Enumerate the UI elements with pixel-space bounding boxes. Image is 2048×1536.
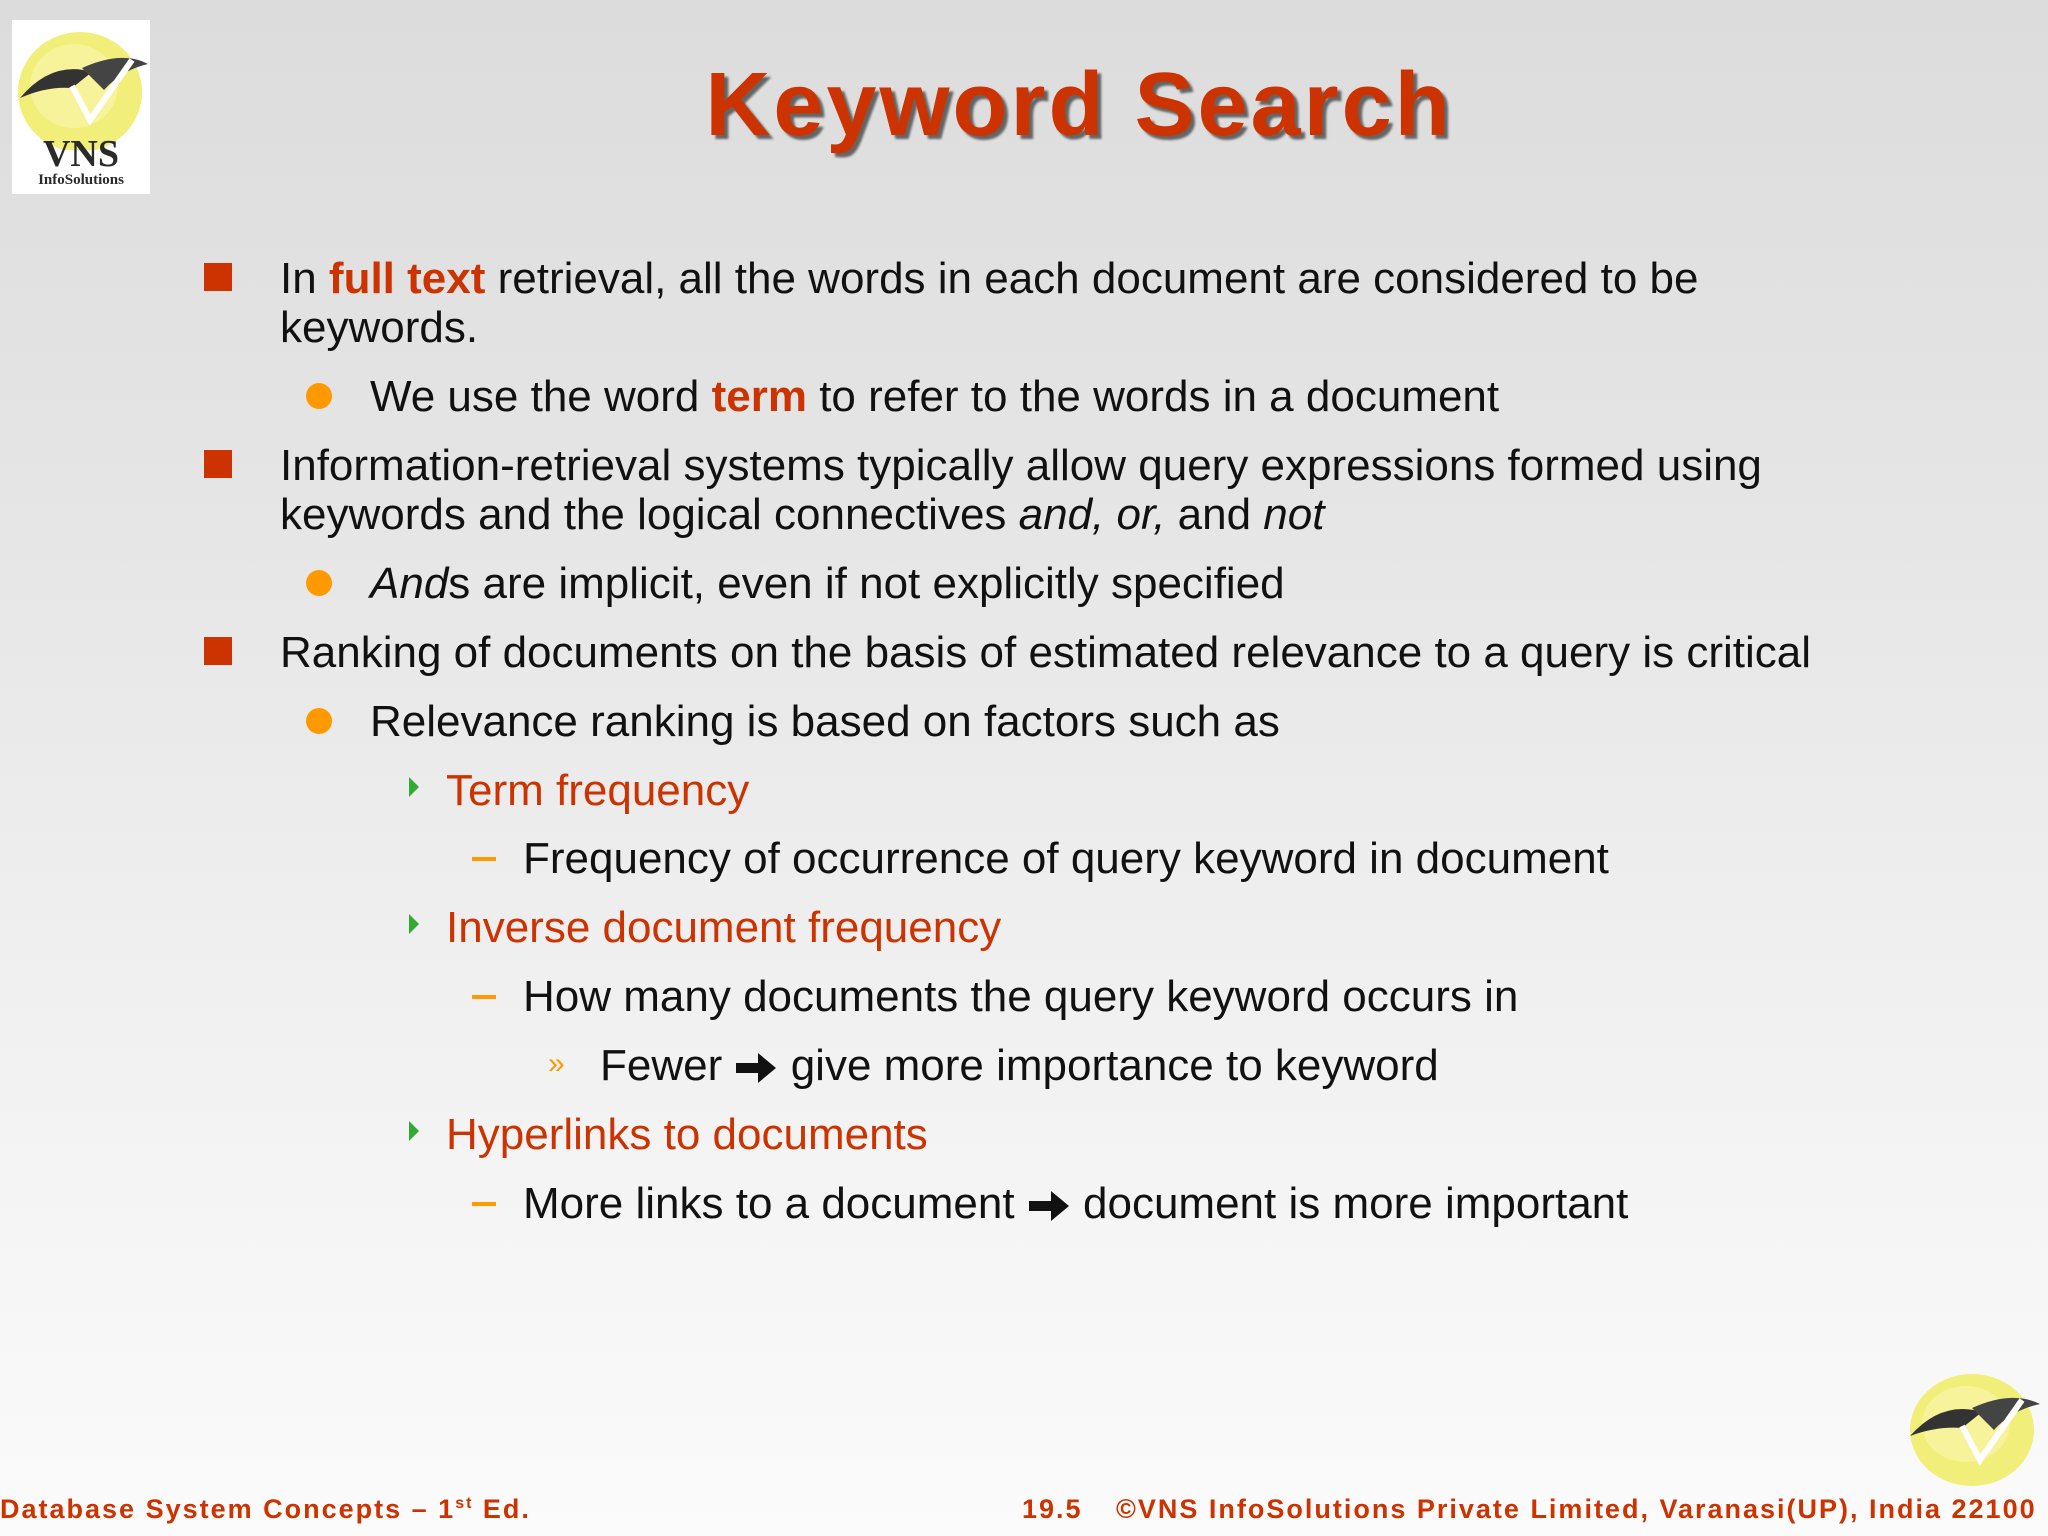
bullet-more-links: [523, 1180, 1628, 1228]
text-segment: document is more important: [1070, 1179, 1629, 1228]
square-bullet-icon: [204, 263, 232, 291]
logo-subtext: InfoSolutions: [38, 172, 124, 188]
text-segment: retrieval, all the words in each document are considered to be: [485, 254, 1699, 303]
arrow-right-icon: [1027, 1188, 1071, 1224]
footer-copyright: ©VNS InfoSolutions Private Limited, Varanasi(UP), India 22100: [1116, 1494, 2037, 1524]
bullet-ands-implicit: [370, 560, 1285, 608]
logo-text: VNS: [42, 133, 120, 175]
arrow-right-icon: [734, 1050, 778, 1086]
emphasis-term: term: [711, 372, 807, 421]
triangle-bullet-icon: [409, 914, 419, 934]
bullet-relevance-ranking: Relevance ranking is based on factors such as: [370, 697, 1280, 746]
dash-bullet-icon: [472, 995, 496, 999]
emphasis-full-text: full text: [328, 254, 486, 303]
dash-bullet-icon: [472, 857, 496, 861]
text-segment: give more importance to keyword: [778, 1041, 1439, 1090]
square-bullet-icon: [204, 637, 232, 665]
text-segment: We use the word: [370, 372, 712, 421]
italic-segment: and, or,: [1018, 490, 1166, 539]
square-bullet-icon: [204, 450, 232, 478]
bullet-term: [370, 373, 1499, 421]
dash-bullet-icon: [472, 1202, 496, 1206]
bullet-term-frequency: Term frequency: [446, 766, 750, 815]
text-segment: Ed.: [473, 1494, 531, 1524]
text-segment: keywords and the logical connectives: [280, 490, 1019, 539]
bullet-ir-systems-continued: [280, 491, 1324, 539]
bullet-full-text: [280, 255, 1699, 303]
bullet-ir-systems: Information-retrieval systems typically allow query expressions formed using: [280, 441, 1762, 490]
slide-title: Keyword Search: [705, 55, 1453, 155]
footer-book-title: [0, 1494, 531, 1525]
raquo-bullet-icon: »: [548, 1047, 565, 1080]
bullet-ranking: Ranking of documents on the basis of estimated relevance to a query is critical: [280, 628, 1812, 677]
bullet-fewer-importance: [600, 1042, 1439, 1090]
text-segment: and: [1165, 490, 1264, 539]
circle-bullet-icon: [306, 383, 332, 409]
triangle-bullet-icon: [409, 1121, 419, 1141]
circle-bullet-icon: [306, 708, 332, 734]
logo-emblem-icon: [1902, 1368, 2042, 1488]
italic-segment: And: [370, 559, 449, 608]
circle-bullet-icon: [306, 570, 332, 596]
italic-segment: not: [1263, 490, 1325, 539]
text-segment: Database System Concepts – 1: [0, 1494, 456, 1524]
triangle-bullet-icon: [409, 777, 419, 797]
bullet-how-many-documents: How many documents the query keyword occurs in: [523, 972, 1519, 1021]
footer-page-number: 19.5: [1022, 1494, 1083, 1524]
text-segment: In: [280, 254, 329, 303]
text-segment: More links to a document: [523, 1179, 1027, 1228]
footer-logo: [1902, 1368, 2042, 1488]
superscript: st: [455, 1495, 474, 1512]
text-segment: Fewer: [600, 1041, 735, 1090]
bullet-hyperlinks: Hyperlinks to documents: [446, 1110, 928, 1159]
bullet-frequency-occurrence: Frequency of occurrence of query keyword in document: [523, 834, 1609, 883]
bullet-inverse-document-frequency: Inverse document frequency: [446, 903, 1002, 952]
text-segment: s are implicit, even if not explicitly specified: [448, 559, 1285, 608]
text-segment: to refer to the words in a document: [806, 372, 1500, 421]
bullet-full-text-continued: keywords.: [280, 303, 479, 352]
